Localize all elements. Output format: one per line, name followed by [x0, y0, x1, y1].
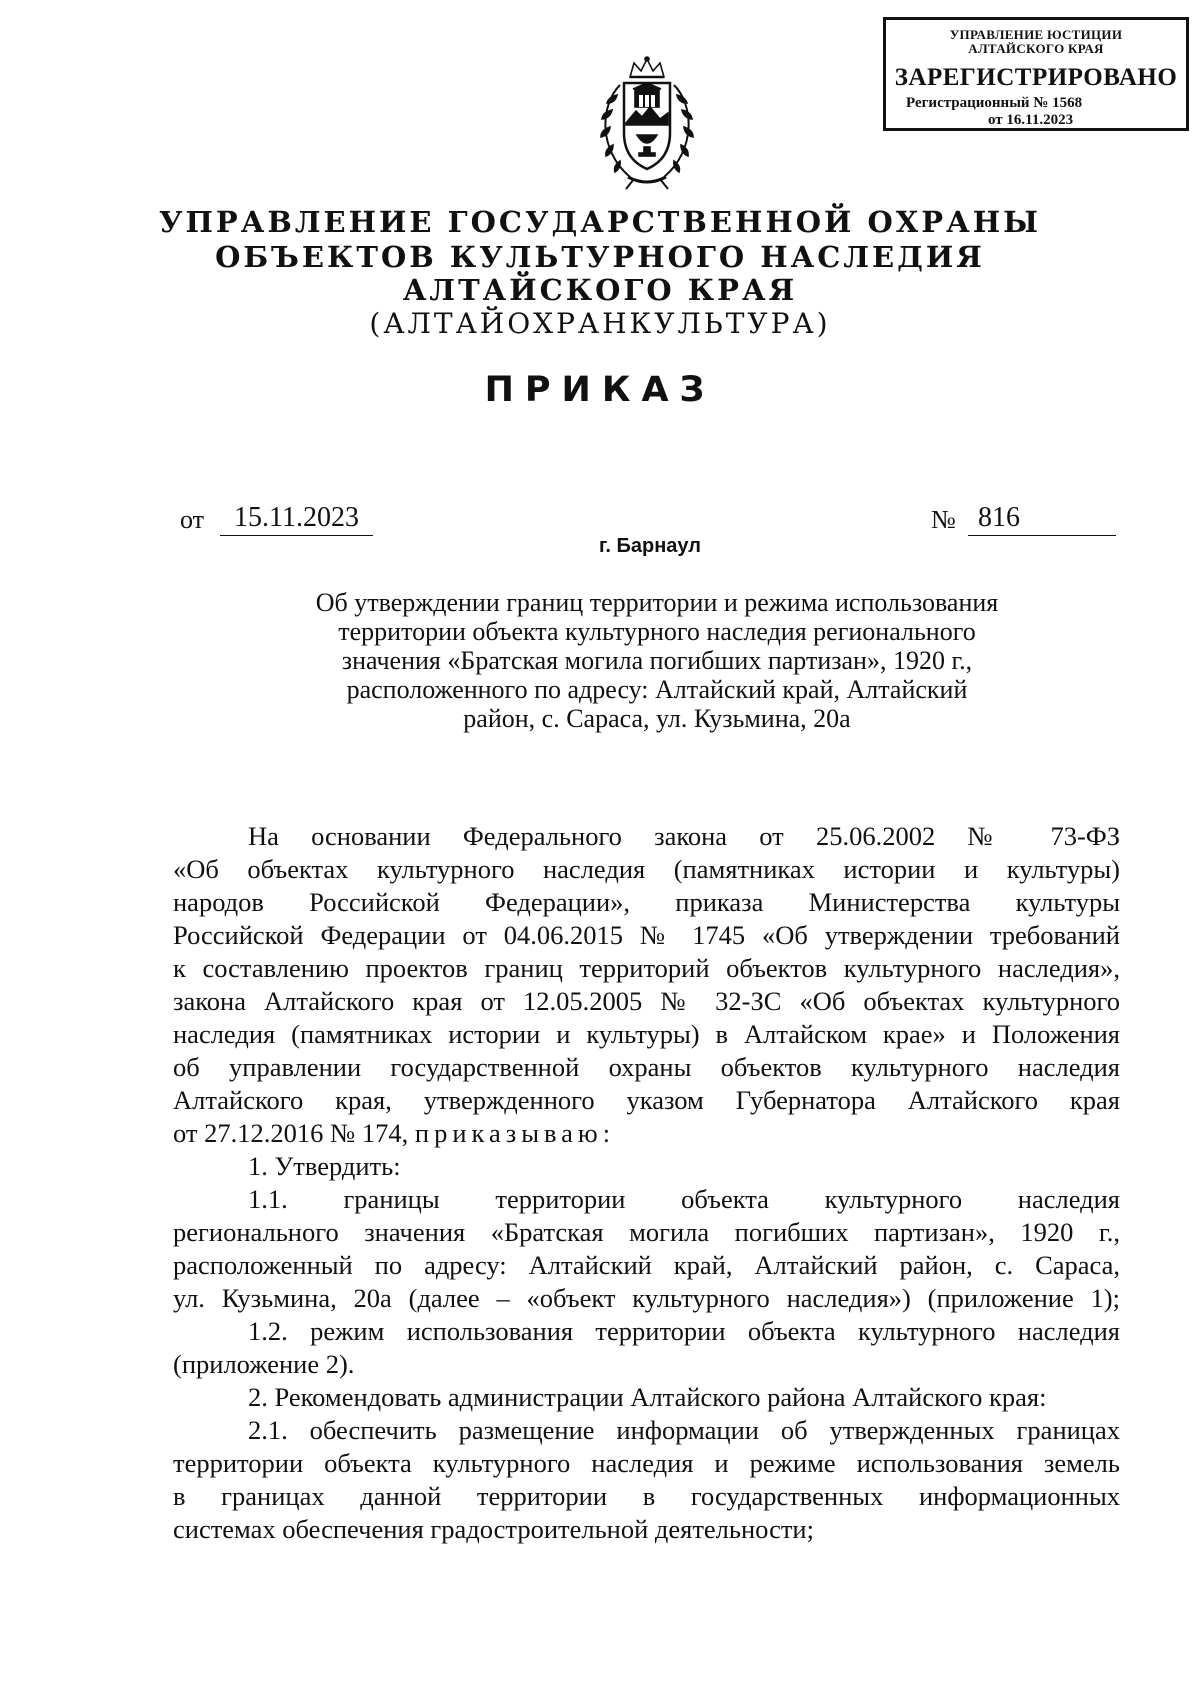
preamble-line: На основании Федерального закона от 25.06.2002 № 73-ФЗ — [248, 821, 1120, 851]
item-1-1-line: ул. Кузьмина, 20а (далее – «объект культурного наследия») (приложение 1); — [173, 1283, 1120, 1313]
document-title — [200, 588, 1114, 733]
coat-of-arms-icon — [590, 55, 704, 191]
item-1-1-line: 1.1. границы территории объекта культурного наследия — [248, 1184, 1120, 1214]
preamble-line: об управлении государственной охраны объектов культурного наследия — [173, 1052, 1120, 1082]
item-1-2-line: (приложение 2). — [173, 1349, 355, 1379]
preamble-line: от 27.12.2016 № 174, — [173, 1118, 409, 1148]
preamble-line: к составлению проектов границ территорий объектов культурного наследия», — [173, 953, 1120, 983]
preamble-line: народов Российской Федерации», приказа Министерства культуры — [173, 887, 1120, 917]
item-2-1-line: территории объекта культурного наследия и режиме использования земель — [173, 1448, 1120, 1478]
document-date: 15.11.2023 — [220, 502, 373, 536]
document-type-title: ПРИКАЗ — [484, 370, 716, 410]
stamp-reg-number: Регистрационный № 1568 — [906, 95, 1083, 111]
item-2: 2. Рекомендовать администрации Алтайского района Алтайского края: — [248, 1382, 1047, 1412]
title-line: территории объекта культурного наследия регионального — [338, 617, 976, 646]
stamp-authority-line2: АЛТАЙСКОГО КРАЯ — [968, 41, 1104, 56]
preamble-line: «Об объектах культурного наследия (памятниках истории и культуры) — [173, 854, 1120, 884]
item-2-1-line: в границах данной территории в государственных информационных — [173, 1481, 1120, 1511]
org-name-line3: АЛТАЙСКОГО КРАЯ — [402, 273, 798, 307]
item-1-2-line: 1.2. режим использования территории объекта культурного наследия — [248, 1316, 1120, 1346]
item-1-1-line: расположенный по адресу: Алтайский край, Алтайский район, с. Сараса, — [173, 1250, 1120, 1280]
preamble-line: закона Алтайского края от 12.05.2005 № 32-ЗС «Об объектах культурного — [173, 986, 1120, 1016]
preamble-line: наследия (памятниках истории и культуры) в Алтайском крае» и Положения — [173, 1019, 1120, 1049]
document-number: 816 — [968, 502, 1116, 536]
item-2-1-line: 2.1. обеспечить размещение информации об утвержденных границах — [248, 1415, 1120, 1445]
registration-stamp — [883, 17, 1189, 131]
preamble-line: Российской Федерации от 04.06.2015 № 1745 «Об утверждении требований — [173, 920, 1120, 950]
org-short-name: (АЛТАЙОХРАНКУЛЬТУРА) — [369, 307, 831, 340]
org-name-line2: ОБЪЕКТОВ КУЛЬТУРНОГО НАСЛЕДИЯ — [215, 240, 985, 274]
item-1-1-line: регионального значения «Братская могила погибших партизан», 1920 г., — [173, 1217, 1120, 1247]
stamp-reg-date: от 16.11.2023 — [988, 112, 1074, 128]
preamble-last-line — [173, 1117, 1120, 1150]
document-city: г. Барнаул — [599, 535, 701, 557]
stamp-authority-line1: УПРАВЛЕНИЕ ЮСТИЦИИ — [949, 27, 1123, 42]
document-body — [173, 820, 1120, 1546]
title-line: расположенного по адресу: Алтайский край, Алтайский — [346, 675, 968, 704]
title-line: район, с. Сараса, ул. Кузьмина, 20а — [463, 704, 851, 733]
item-1: 1. Утвердить: — [248, 1151, 401, 1181]
item-2-1-line: системах обеспечения градостроительной деятельности; — [173, 1514, 814, 1544]
stamp-status: ЗАРЕГИСТРИРОВАНО — [894, 64, 1178, 91]
number-prefix: № — [931, 505, 956, 534]
date-prefix: от — [180, 505, 205, 534]
title-line: Об утверждении границ территории и режима использования — [315, 588, 999, 617]
org-name-line1: УПРАВЛЕНИЕ ГОСУДАРСТВЕННОЙ ОХРАНЫ — [159, 205, 1041, 239]
title-line: значения «Братская могила погибших партизан», 1920 г., — [341, 646, 973, 675]
preamble-line: Алтайского края, утвержденного указом Губернатора Алтайского края — [173, 1085, 1120, 1115]
order-word: приказываю: — [414, 1118, 616, 1148]
